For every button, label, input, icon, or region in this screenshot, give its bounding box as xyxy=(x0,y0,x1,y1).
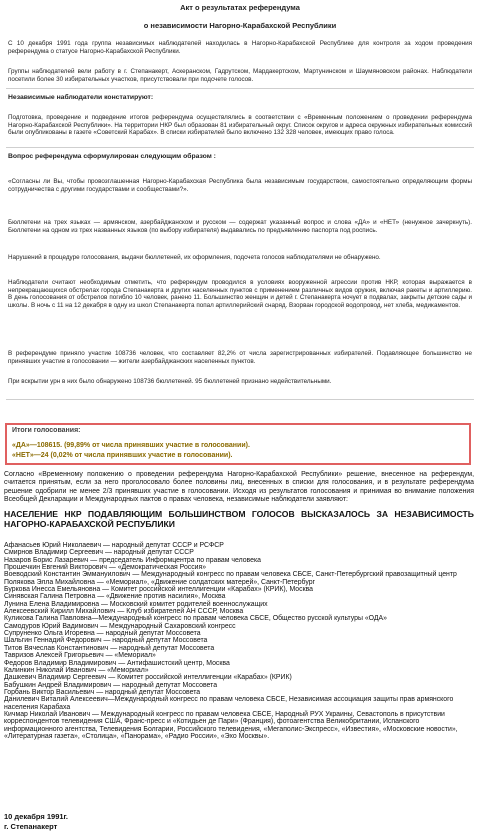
signatory: Супруненко Ольга Игоревна — народный депутат Моссовета xyxy=(4,630,201,638)
signatory: Прошечкин Евгений Викторович — «Демократическая Россия» xyxy=(4,564,207,572)
signatory: Полякова Элла Михайловна — «Мемориал», «Движение солдатских матерей», Санкт-Петербург xyxy=(4,578,316,586)
divider xyxy=(6,88,474,89)
results-no: «НЕТ»—24 (0,02% от числа принявших участие в голосовании). xyxy=(12,452,233,459)
document-title: Акт о результатах референдума xyxy=(180,3,300,12)
document-place: г. Степанакерт xyxy=(4,822,58,831)
signatory: Назаров Борис Лазаревич — председатель Информцентра по правам человека xyxy=(4,556,261,564)
results-heading: Итоги голосования: xyxy=(12,427,81,434)
results-box xyxy=(5,423,471,465)
paragraph-ballot-count: При вскрытии урн в них было обнаружено 108736 бюллетеней. 95 бюллетеней признано недействительными. xyxy=(8,378,332,385)
paragraph-aggression: Наблюдатели считают необходимым отметить, что референдум проводился в условиях вооруженной агрессии против НКР, которая выражается в непрекращающихся обстрелах города Степанакерта и других населенных пунктов с применением различных видов оружия, включая ракеты и артиллерию. В день голосования от обстрелов погибло 10 человек, ранено 11. Большинство женщин и детей г. Степанакерта ночует в подвалах, закрыты детские сады и школы. В ночь с 11 на 12 декабря в одну из школ Степанакерта попал артиллерийский снаряд. Взорван городской водопровод, нет хлеба, медикаментов. xyxy=(8,279,472,309)
heading-observers-state: Независимые наблюдатели констатируют: xyxy=(8,94,154,101)
signatory: Смирнов Владимир Сергеевич — народный депутат СССР xyxy=(4,549,194,557)
paragraph-declaration: Согласно «Временному положению о проведении референдума Нагорно-Карабахской Республики» решение, внесенное на референдум, считается принятым, если за него проголосовало более половины лиц, внесенных в списки для голосования, и в результате референдума решение одобрили не менее 2/3 принявших участие в голосовании. Исходя из результатов голосования и принимая во внимание положения Всеобщей Декларации и Международных пактов о правах человека, независимые наблюдатели заявляют: xyxy=(4,471,474,503)
divider xyxy=(6,147,474,148)
paragraph-ballots: Бюллетени на трех языках — армянском, азербайджанском и русском — содержат указанный вопрос и слова «ДА» и «НЕТ» (ненужное зачеркнуть). Бюллетени на одном из трех названных языков (по выбору избирателя) выдавались по предъявлению паспорта под роспись. xyxy=(8,219,472,234)
signatory: Данилевич Виталий Алексеевич—Международный конгресс по правам человека СБСЕ, Независимая ассоциация защиты прав армянского населения Карабаха xyxy=(4,696,454,711)
signatory: Лунина Елена Владимировна — Московский комитет родителей военнослужащих xyxy=(4,600,268,608)
signatory: Бабушкин Андрей Владимирович — народный депутат Моссовета xyxy=(4,681,218,689)
signatory: Горбань Виктор Васильевич — народный депутат Моссовета xyxy=(4,688,201,696)
signatory: Титов Вячеслав Константинович — народный депутат Моссовета xyxy=(4,644,215,652)
paragraph-question-text: «Согласны ли Вы, чтобы провозглашенная Нагорно-Карабахская Республика была независимым государством, самостоятельно определяющим формы сотрудничества с другими государствами и сообществами?». xyxy=(8,178,472,193)
paragraph-intro: С 10 декабря 1991 года группа независимых наблюдателей находилась в Нагорно-Карабахской Республике для контроля за ходом проведения референдума о статусе Нагорно-Карабахской Республики. xyxy=(8,40,472,55)
conclusion-statement: НАСЕЛЕНИЕ НКР ПОДАВЛЯЮЩИМ БОЛЬШИНСТВОМ ГОЛОСОВ ВЫСКАЗАЛОСЬ ЗА НЕЗАВИСИМОСТЬ НАГОРНО-КАРАБАХСКОЙ РЕСПУБЛИКИ xyxy=(4,509,474,529)
signatory: Куликова Галина Павловна—Международный конгресс по правам человека СБСЕ, Общество русской культуры «ОДА» xyxy=(4,615,387,623)
document-subtitle: о независимости Нагорно-Карабахской Республики xyxy=(143,21,337,30)
divider xyxy=(6,399,474,400)
signatory: Буркова Инесса Емельяновна — Комитет российской интеллигенции «Карабах» (КРИК), Москва xyxy=(4,586,314,594)
signatory: Синявская Галина Петровна — «Движение против насилия», Москва xyxy=(4,593,226,601)
signatory: Афанасьев Юрий Николаевич — народный депутат СССР и РСФСР xyxy=(4,542,224,549)
heading-question: Вопрос референдума сформулирован следующим образом : xyxy=(8,153,216,160)
paragraph-observer-groups: Группы наблюдателей вели работу в г. Степанакерт, Аскеранском, Гадрутском, Мардакертском, Мартунинском и Шаумяновском районах. Наблюдатели посетили более 30 избирательных участков, присутствовали при подсчете голосов. xyxy=(8,68,472,83)
paragraph-preparation: Подготовка, проведение и подведение итогов референдума осуществлялись в соответствии с «Временным положением о проведении референдума Нагорно-Карабахской Республики». На территории НКР был образован 81 избирательный округ. Список округов и адреса окружных избирательных комиссий были опубликованы в газете «Советский Карабах». В списки избирателей было включено 132 328 человек, имеющих право голоса. xyxy=(8,114,472,137)
signatories-list xyxy=(4,542,474,740)
signatory: Шальгин Геннадий Федорович — народный депутат Моссовета xyxy=(4,637,208,645)
signatory: Кичмар Николай Иванович — Международный конгресс по правам человека СБСЕ, Народный РУХ Украины, Севастополь в присутствии корреспондентов телевидения США, Франс-пресс и «Котидьен де Пари» (Франция), фотоагентства Великобритании, Испанского информационного агентства, Телевидения Болгарии, Российского телевидения, «Мегаполис-Экспресс», «Известия», «Московские новости», «Литературная газета», «Столица», «Панорама», «Радио России», «Эхо Москвы». xyxy=(4,710,458,740)
signatory: Алексеевский Кирилл Михайлович — Клуб избирателей АН СССР, Москва xyxy=(4,608,244,616)
paragraph-no-violations: Нарушений в процедуре голосования, выдачи бюллетеней, их оформления, подсчета голосов наблюдателями не обнаружено. xyxy=(8,254,381,261)
document-date: 10 декабря 1991г. xyxy=(4,812,68,821)
signatory: Самодуров Юрий Вадимович — Международный Сахаровский конгресс xyxy=(4,622,236,630)
paragraph-turnout: В референдуме приняло участие 108736 человек, что составляет 82,2% от числа зарегистрированных избирателей. Подавляющее большинство не принявших участие в голосовании — жители азербайджанских населенных пунктов. xyxy=(8,350,472,365)
results-yes: «ДА»—108615. (99,89% от числа принявших участие в голосовании). xyxy=(12,442,250,449)
signatory: Тавризов Алексей Григорьевич — «Мемориал» xyxy=(4,652,156,660)
signatory: Воеводский Константин Эммануилович — Международный конгресс по правам человека СБСЕ, Санкт-Петербургский правозащитный центр xyxy=(4,571,457,579)
signatory: Калинкин Николай Иванович — «Мемориал» xyxy=(4,666,149,674)
signatory: Федоров Владимир Владимирович — Антифашистский центр, Москва xyxy=(4,659,230,667)
signatory: Дашкевич Владимир Сергеевич — Комитет российской интеллигенции «Карабах» (КРИК) xyxy=(4,674,292,682)
